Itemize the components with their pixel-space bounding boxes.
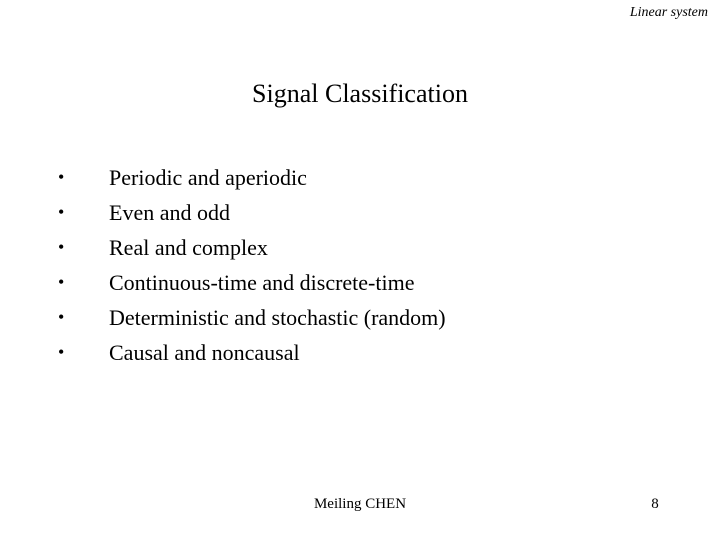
bullet-text: Real and complex [109, 235, 268, 260]
bullet-icon: • [58, 167, 65, 187]
bullet-text: Periodic and aperiodic [109, 165, 307, 190]
bullet-text: Continuous-time and discrete-time [109, 270, 415, 295]
bullet-text: Even and odd [109, 200, 230, 225]
bullet-icon: • [58, 237, 65, 257]
bullet-icon: • [58, 307, 65, 327]
header-title: Linear system [629, 5, 708, 20]
bullet-text: Deterministic and stochastic (random) [109, 305, 446, 330]
bullet-icon: • [58, 342, 65, 362]
bullet-text: Causal and noncausal [109, 340, 300, 365]
page-number: 8 [651, 496, 659, 512]
bullet-icon: • [58, 202, 65, 222]
bullet-icon: • [58, 272, 65, 292]
slide-title: Signal Classification [252, 79, 468, 108]
footer-author: Meiling CHEN [313, 496, 407, 512]
